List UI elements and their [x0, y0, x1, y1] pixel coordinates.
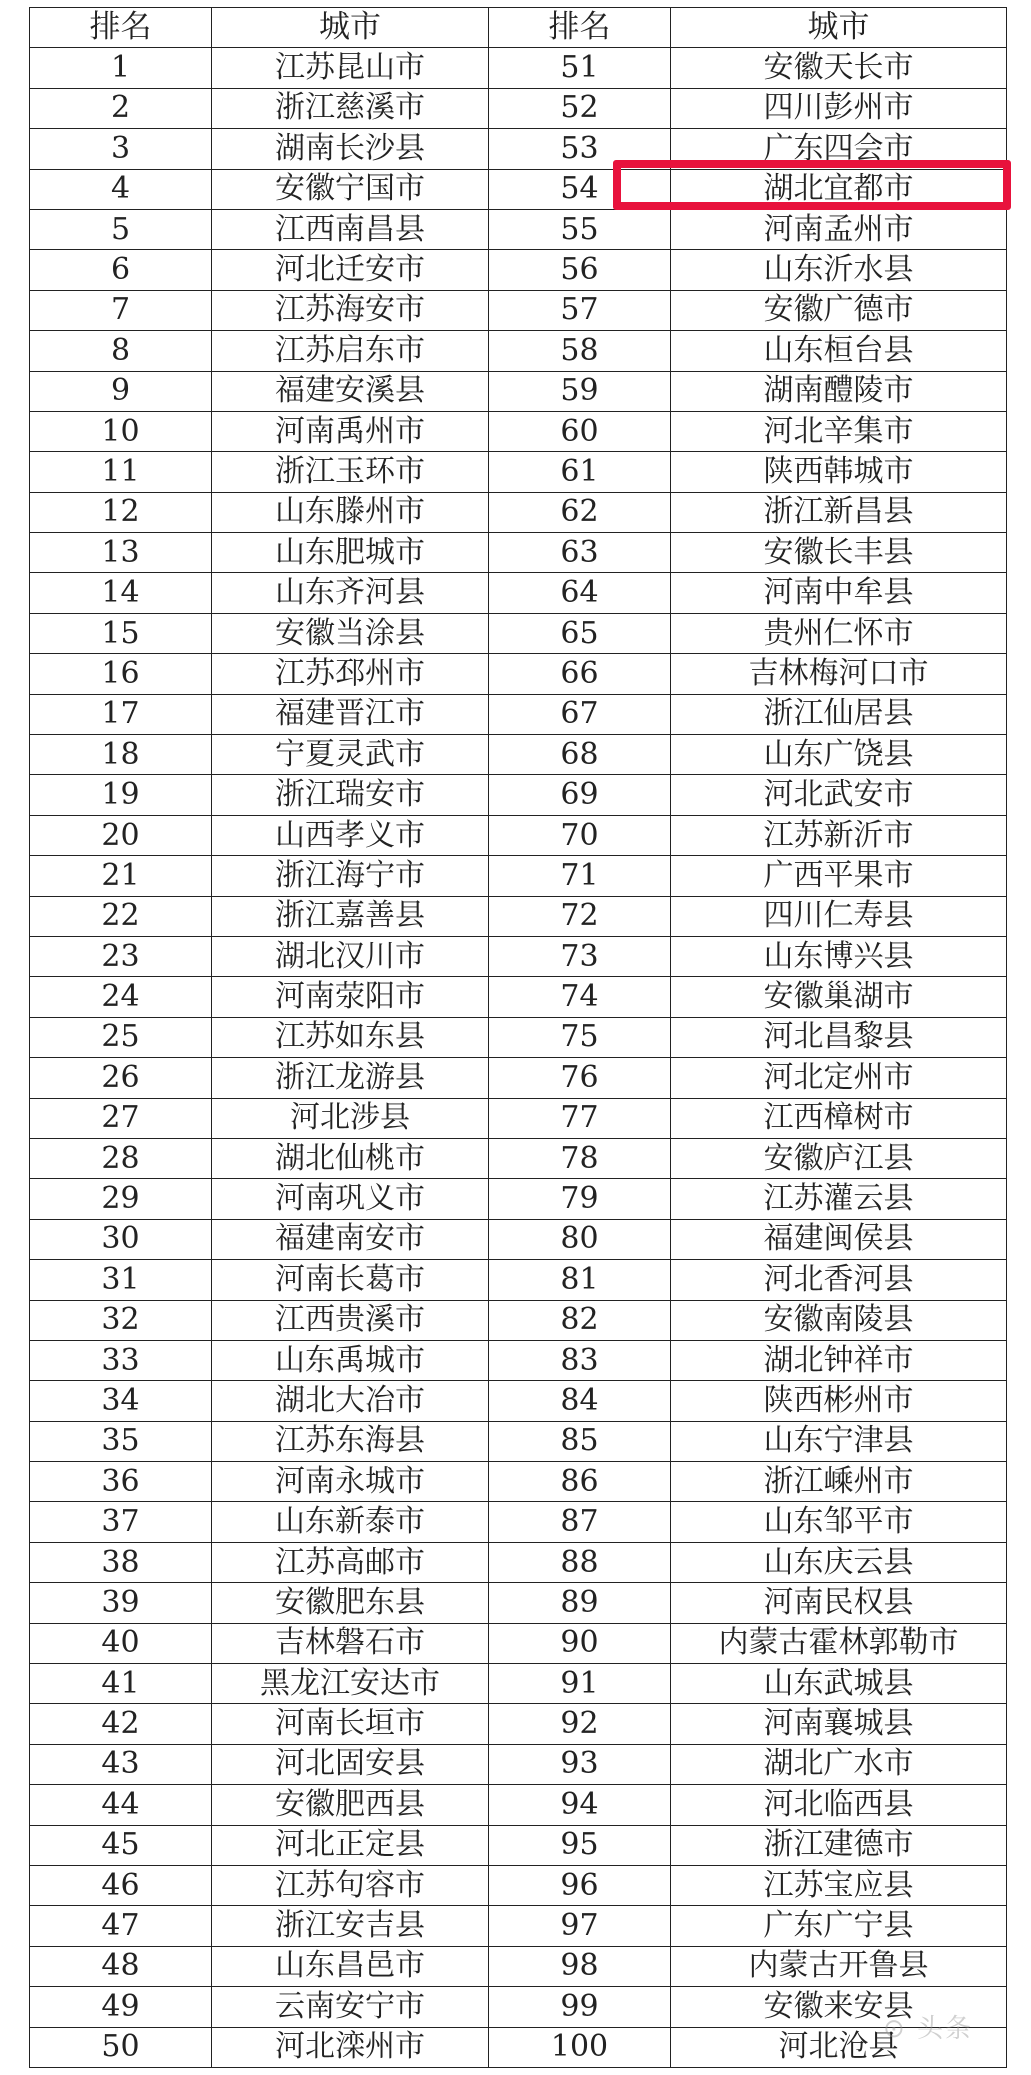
rank-left-cell: 33 [30, 1340, 212, 1380]
city-right-cell: 河北武安市 [671, 775, 1007, 815]
city-right-cell: 四川彭州市 [671, 88, 1007, 128]
table-row [30, 694, 1007, 734]
city-right-cell: 安徽巢湖市 [671, 977, 1007, 1017]
rank-right-cell: 52 [489, 88, 671, 128]
rank-right-cell: 84 [489, 1381, 671, 1421]
highlight-box [613, 160, 1011, 210]
table-row [30, 88, 1007, 128]
city-right-cell: 安徽天长市 [671, 48, 1007, 88]
city-right-cell: 山东庆云县 [671, 1542, 1007, 1582]
rank-right-cell: 58 [489, 331, 671, 371]
table-row [30, 856, 1007, 896]
city-left-cell: 河南长垣市 [212, 1704, 489, 1744]
city-left-cell: 河北迁安市 [212, 250, 489, 290]
rank-left-cell: 23 [30, 936, 212, 976]
rank-right-cell: 95 [489, 1825, 671, 1865]
city-left-cell: 福建南安市 [212, 1219, 489, 1259]
rank-left-cell: 17 [30, 694, 212, 734]
table-row [30, 1260, 1007, 1300]
city-right-cell: 河北临西县 [671, 1785, 1007, 1825]
city-right-cell: 江苏灌云县 [671, 1179, 1007, 1219]
city-left-cell: 湖北汉川市 [212, 936, 489, 976]
city-left-cell: 河南禹州市 [212, 411, 489, 451]
city-left-cell: 山西孝义市 [212, 815, 489, 855]
rank-left-cell: 13 [30, 533, 212, 573]
rank-left-cell: 21 [30, 856, 212, 896]
city-right-cell: 湖北宜都市 [671, 169, 1007, 209]
rank-right-cell: 71 [489, 856, 671, 896]
city-right-cell: 山东博兴县 [671, 936, 1007, 976]
city-left-cell: 宁夏灵武市 [212, 735, 489, 775]
city-right-cell: 福建闽侯县 [671, 1219, 1007, 1259]
city-left-cell: 江苏如东县 [212, 1017, 489, 1057]
city-right-cell: 安徽来安县 [671, 1987, 1007, 2027]
rank-right-cell: 56 [489, 250, 671, 290]
rank-left-cell: 16 [30, 654, 212, 694]
table-row [30, 1704, 1007, 1744]
rank-right-cell: 78 [489, 1138, 671, 1178]
city-left-cell: 江苏昆山市 [212, 48, 489, 88]
rank-left-cell: 27 [30, 1098, 212, 1138]
rank-right-cell: 97 [489, 1906, 671, 1946]
city-right-cell: 河北沧县 [671, 2027, 1007, 2067]
rank-right-cell: 68 [489, 735, 671, 775]
county-ranking-table [29, 7, 1007, 2068]
table-row [30, 936, 1007, 976]
table-row [30, 1219, 1007, 1259]
city-left-cell: 浙江慈溪市 [212, 88, 489, 128]
table-row [30, 1744, 1007, 1784]
rank-right-cell: 92 [489, 1704, 671, 1744]
city-right-cell: 山东武城县 [671, 1664, 1007, 1704]
city-right-cell: 浙江仙居县 [671, 694, 1007, 734]
city-left-cell: 安徽宁国市 [212, 169, 489, 209]
city-left-cell: 河北固安县 [212, 1744, 489, 1784]
rank-right-cell: 61 [489, 452, 671, 492]
rank-left-cell: 26 [30, 1058, 212, 1098]
header-rank-left: 排名 [30, 8, 212, 48]
rank-left-cell: 15 [30, 613, 212, 653]
city-right-cell: 广东四会市 [671, 129, 1007, 169]
city-right-cell: 山东宁津县 [671, 1421, 1007, 1461]
city-left-cell: 江苏句容市 [212, 1865, 489, 1905]
watermark-logo: ⊙ 头条 [882, 2014, 973, 2044]
city-right-cell: 安徽南陵县 [671, 1300, 1007, 1340]
city-left-cell: 河北滦州市 [212, 2027, 489, 2067]
table-row [30, 209, 1007, 249]
city-right-cell: 广西平果市 [671, 856, 1007, 896]
rank-right-cell: 59 [489, 371, 671, 411]
city-left-cell: 浙江海宁市 [212, 856, 489, 896]
table-row [30, 775, 1007, 815]
rank-left-cell: 11 [30, 452, 212, 492]
city-right-cell: 安徽庐江县 [671, 1138, 1007, 1178]
city-left-cell: 浙江嘉善县 [212, 896, 489, 936]
table-row [30, 250, 1007, 290]
rank-right-cell: 74 [489, 977, 671, 1017]
city-left-cell: 福建晋江市 [212, 694, 489, 734]
city-left-cell: 浙江龙游县 [212, 1058, 489, 1098]
rank-left-cell: 47 [30, 1906, 212, 1946]
rank-right-cell: 73 [489, 936, 671, 976]
table-row [30, 371, 1007, 411]
city-right-cell: 江苏宝应县 [671, 1865, 1007, 1905]
rank-left-cell: 19 [30, 775, 212, 815]
table-row [30, 331, 1007, 371]
rank-left-cell: 20 [30, 815, 212, 855]
rank-left-cell: 8 [30, 331, 212, 371]
rank-left-cell: 18 [30, 735, 212, 775]
table-row [30, 1421, 1007, 1461]
city-right-cell: 河南民权县 [671, 1583, 1007, 1623]
rank-left-cell: 34 [30, 1381, 212, 1421]
city-right-cell: 河南孟州市 [671, 209, 1007, 249]
city-right-cell: 湖北钟祥市 [671, 1340, 1007, 1380]
city-left-cell: 安徽当涂县 [212, 613, 489, 653]
city-left-cell: 吉林磐石市 [212, 1623, 489, 1663]
rank-left-cell: 12 [30, 492, 212, 532]
rank-right-cell: 79 [489, 1179, 671, 1219]
rank-left-cell: 14 [30, 573, 212, 613]
rank-left-cell: 24 [30, 977, 212, 1017]
rank-left-cell: 44 [30, 1785, 212, 1825]
rank-left-cell: 38 [30, 1542, 212, 1582]
table-row [30, 1785, 1007, 1825]
rank-right-cell: 87 [489, 1502, 671, 1542]
rank-left-cell: 4 [30, 169, 212, 209]
table-row [30, 815, 1007, 855]
table-row [30, 1987, 1007, 2027]
rank-left-cell: 25 [30, 1017, 212, 1057]
city-right-cell: 山东邹平市 [671, 1502, 1007, 1542]
city-left-cell: 山东齐河县 [212, 573, 489, 613]
table-header-row [30, 8, 1007, 48]
rank-right-cell: 69 [489, 775, 671, 815]
rank-left-cell: 37 [30, 1502, 212, 1542]
city-right-cell: 安徽广德市 [671, 290, 1007, 330]
city-right-cell: 河北昌黎县 [671, 1017, 1007, 1057]
city-right-cell: 河南襄城县 [671, 1704, 1007, 1744]
rank-right-cell: 83 [489, 1340, 671, 1380]
city-left-cell: 河南巩义市 [212, 1179, 489, 1219]
rank-right-cell: 96 [489, 1865, 671, 1905]
city-left-cell: 河南长葛市 [212, 1260, 489, 1300]
rank-right-cell: 81 [489, 1260, 671, 1300]
header-city-right: 城市 [671, 8, 1007, 48]
city-right-cell: 安徽长丰县 [671, 533, 1007, 573]
city-right-cell: 山东广饶县 [671, 735, 1007, 775]
rank-right-cell: 62 [489, 492, 671, 532]
table-row [30, 1825, 1007, 1865]
table-row [30, 977, 1007, 1017]
rank-right-cell: 67 [489, 694, 671, 734]
rank-right-cell: 88 [489, 1542, 671, 1582]
city-left-cell: 江苏东海县 [212, 1421, 489, 1461]
city-right-cell: 吉林梅河口市 [671, 654, 1007, 694]
city-right-cell: 浙江嵊州市 [671, 1462, 1007, 1502]
rank-left-cell: 42 [30, 1704, 212, 1744]
city-right-cell: 贵州仁怀市 [671, 613, 1007, 653]
table-row [30, 1017, 1007, 1057]
rank-right-cell: 66 [489, 654, 671, 694]
rank-right-cell: 53 [489, 129, 671, 169]
table-row [30, 48, 1007, 88]
table-row [30, 411, 1007, 451]
rank-left-cell: 1 [30, 48, 212, 88]
rank-left-cell: 9 [30, 371, 212, 411]
rank-left-cell: 45 [30, 1825, 212, 1865]
rank-right-cell: 55 [489, 209, 671, 249]
table-row [30, 1340, 1007, 1380]
table-row [30, 1138, 1007, 1178]
rank-left-cell: 7 [30, 290, 212, 330]
city-left-cell: 山东禹城市 [212, 1340, 489, 1380]
city-right-cell: 陕西韩城市 [671, 452, 1007, 492]
city-right-cell: 湖北广水市 [671, 1744, 1007, 1784]
table-row [30, 492, 1007, 532]
rank-left-cell: 6 [30, 250, 212, 290]
city-right-cell: 浙江新昌县 [671, 492, 1007, 532]
city-right-cell: 陕西彬州市 [671, 1381, 1007, 1421]
rank-left-cell: 50 [30, 2027, 212, 2067]
city-left-cell: 福建安溪县 [212, 371, 489, 411]
table-row [30, 1462, 1007, 1502]
rank-right-cell: 89 [489, 1583, 671, 1623]
city-right-cell: 湖南醴陵市 [671, 371, 1007, 411]
rank-left-cell: 30 [30, 1219, 212, 1259]
table-row [30, 735, 1007, 775]
table-body [30, 48, 1007, 2068]
city-right-cell: 广东广宁县 [671, 1906, 1007, 1946]
rank-right-cell: 77 [489, 1098, 671, 1138]
header-city-left: 城市 [212, 8, 489, 48]
rank-right-cell: 76 [489, 1058, 671, 1098]
rank-right-cell: 75 [489, 1017, 671, 1057]
table-row [30, 1179, 1007, 1219]
table-row [30, 613, 1007, 653]
city-left-cell: 山东滕州市 [212, 492, 489, 532]
table-row [30, 896, 1007, 936]
rank-left-cell: 10 [30, 411, 212, 451]
rank-left-cell: 3 [30, 129, 212, 169]
rank-right-cell: 54 [489, 169, 671, 209]
city-left-cell: 河南永城市 [212, 1462, 489, 1502]
rank-right-cell: 80 [489, 1219, 671, 1259]
rank-right-cell: 64 [489, 573, 671, 613]
city-left-cell: 云南安宁市 [212, 1987, 489, 2027]
rank-left-cell: 28 [30, 1138, 212, 1178]
rank-right-cell: 60 [489, 411, 671, 451]
city-left-cell: 江西南昌县 [212, 209, 489, 249]
city-left-cell: 江苏高邮市 [212, 1542, 489, 1582]
rank-left-cell: 39 [30, 1583, 212, 1623]
rank-right-cell: 72 [489, 896, 671, 936]
city-right-cell: 内蒙古开鲁县 [671, 1946, 1007, 1986]
rank-right-cell: 82 [489, 1300, 671, 1340]
rank-left-cell: 35 [30, 1421, 212, 1461]
table-row [30, 1583, 1007, 1623]
city-left-cell: 山东肥城市 [212, 533, 489, 573]
rank-left-cell: 36 [30, 1462, 212, 1502]
city-right-cell: 河南中牟县 [671, 573, 1007, 613]
rank-left-cell: 22 [30, 896, 212, 936]
city-left-cell: 河南荥阳市 [212, 977, 489, 1017]
rank-right-cell: 90 [489, 1623, 671, 1663]
rank-right-cell: 100 [489, 2027, 671, 2067]
rank-left-cell: 40 [30, 1623, 212, 1663]
city-left-cell: 安徽肥西县 [212, 1785, 489, 1825]
city-left-cell: 河北正定县 [212, 1825, 489, 1865]
table-row [30, 1058, 1007, 1098]
rank-right-cell: 85 [489, 1421, 671, 1461]
rank-left-cell: 46 [30, 1865, 212, 1905]
city-left-cell: 河北涉县 [212, 1098, 489, 1138]
rank-left-cell: 2 [30, 88, 212, 128]
city-right-cell: 河北辛集市 [671, 411, 1007, 451]
city-right-cell: 四川仁寿县 [671, 896, 1007, 936]
city-left-cell: 湖北大冶市 [212, 1381, 489, 1421]
city-left-cell: 江苏启东市 [212, 331, 489, 371]
table-row [30, 1865, 1007, 1905]
rank-left-cell: 43 [30, 1744, 212, 1784]
table-row [30, 1300, 1007, 1340]
city-right-cell: 江苏新沂市 [671, 815, 1007, 855]
rank-right-cell: 57 [489, 290, 671, 330]
rank-left-cell: 48 [30, 1946, 212, 1986]
table-row [30, 1664, 1007, 1704]
table-row [30, 1623, 1007, 1663]
table-row [30, 290, 1007, 330]
city-left-cell: 江苏海安市 [212, 290, 489, 330]
rank-right-cell: 65 [489, 613, 671, 653]
rank-left-cell: 5 [30, 209, 212, 249]
city-left-cell: 山东昌邑市 [212, 1946, 489, 1986]
table-row [30, 1381, 1007, 1421]
table-row [30, 654, 1007, 694]
rank-right-cell: 70 [489, 815, 671, 855]
city-right-cell: 河北定州市 [671, 1058, 1007, 1098]
rank-left-cell: 32 [30, 1300, 212, 1340]
rank-right-cell: 86 [489, 1462, 671, 1502]
rank-left-cell: 31 [30, 1260, 212, 1300]
city-left-cell: 山东新泰市 [212, 1502, 489, 1542]
city-right-cell: 山东沂水县 [671, 250, 1007, 290]
city-left-cell: 黑龙江安达市 [212, 1664, 489, 1704]
city-left-cell: 安徽肥东县 [212, 1583, 489, 1623]
city-right-cell: 浙江建德市 [671, 1825, 1007, 1865]
rank-right-cell: 98 [489, 1946, 671, 1986]
table-row [30, 1502, 1007, 1542]
rank-right-cell: 93 [489, 1744, 671, 1784]
city-left-cell: 湖南长沙县 [212, 129, 489, 169]
rank-left-cell: 41 [30, 1664, 212, 1704]
rank-right-cell: 63 [489, 533, 671, 573]
table-row [30, 1542, 1007, 1582]
header-rank-right: 排名 [489, 8, 671, 48]
rank-right-cell: 51 [489, 48, 671, 88]
rank-right-cell: 94 [489, 1785, 671, 1825]
city-right-cell: 江西樟树市 [671, 1098, 1007, 1138]
table-row [30, 533, 1007, 573]
city-left-cell: 湖北仙桃市 [212, 1138, 489, 1178]
table-row [30, 1098, 1007, 1138]
city-right-cell: 河北香河县 [671, 1260, 1007, 1300]
city-right-cell: 山东桓台县 [671, 331, 1007, 371]
city-left-cell: 浙江安吉县 [212, 1906, 489, 1946]
city-left-cell: 江苏邳州市 [212, 654, 489, 694]
rank-right-cell: 91 [489, 1664, 671, 1704]
rank-right-cell: 99 [489, 1987, 671, 2027]
table-row [30, 573, 1007, 613]
table-row [30, 452, 1007, 492]
city-left-cell: 浙江瑞安市 [212, 775, 489, 815]
city-left-cell: 浙江玉环市 [212, 452, 489, 492]
rank-left-cell: 49 [30, 1987, 212, 2027]
table-row [30, 1906, 1007, 1946]
city-right-cell: 内蒙古霍林郭勒市 [671, 1623, 1007, 1663]
table-row [30, 1946, 1007, 1986]
ranking-table-container [29, 7, 1006, 2068]
table-row [30, 2027, 1007, 2067]
city-left-cell: 江西贵溪市 [212, 1300, 489, 1340]
rank-left-cell: 29 [30, 1179, 212, 1219]
